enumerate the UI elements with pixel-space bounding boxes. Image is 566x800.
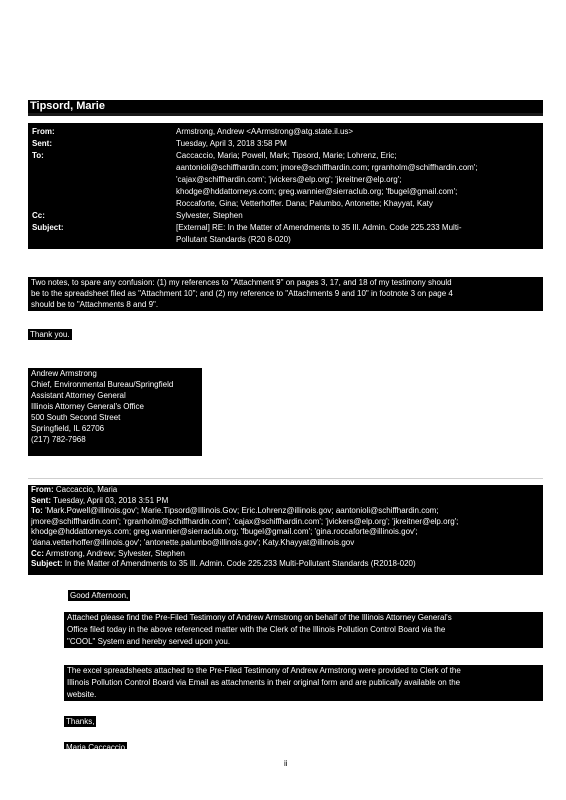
to-line: jmore@schiffhardin.com'; 'rgranholm@schiffhardin.com'; 'cajax@schiffhardin.com'; 'jvickers@elp.org'; 'jkreitner@elp.org';: [31, 516, 459, 526]
to-line: Roccaforte, Gina; Vetterhoffer. Dana; Palumbo, Antonette; Khayyat, Katy: [176, 199, 433, 208]
from-label: From:: [32, 127, 55, 136]
from-label: From:: [31, 485, 54, 494]
subject-line: [External] RE: In the Matter of Amendments to 35 Ill. Admin. Code 225.233 Multi-: [176, 223, 462, 232]
subject-value: In the Matter of Amendments to 35 Ill. Admin. Code 225.233 Multi-Pollutant Standards (R2018-020): [64, 559, 416, 569]
signature-title: Chief, Environmental Bureau/Springfield: [31, 380, 174, 389]
cc-label: Cc:: [32, 211, 45, 220]
email2-signoff: Maria Caccaccio: [66, 743, 126, 749]
cc-row: [31, 549, 540, 560]
sent-row: [31, 496, 540, 507]
email1-body: [28, 277, 543, 311]
body-line: should be to "Attachments 8 and 9".: [31, 300, 159, 309]
subject-row: [32, 222, 64, 234]
to-row: [32, 150, 44, 162]
subject-label: Subject:: [32, 223, 64, 232]
signature-name: Andrew Armstrong: [31, 369, 97, 378]
to-label: To:: [32, 151, 44, 160]
to-label: To:: [31, 506, 43, 516]
body-line: The excel spreadsheets attached to the Pre-Filed Testimony of Andrew Armstrong were provided to Clerk of the: [67, 666, 461, 675]
from-row: [32, 126, 55, 138]
to-line: khodge@hddattorneys.com; greg.wannier@sierraclub.org; 'fbugel@gmail.com';: [176, 187, 458, 196]
email2-header-block: [28, 485, 543, 575]
from-row: [31, 485, 540, 496]
email1-header-block: [28, 123, 543, 249]
sent-value: Tuesday, April 03, 2018 3:51 PM: [53, 495, 169, 505]
body-line: Two notes, to spare any confusion: (1) my references to "Attachment 9" on pages 3, 17, and 18 of my testimony should: [31, 278, 452, 287]
to-line: aantonioli@schiffhardin.com; jmore@schiffhardin.com; rgranholm@schiffhardin.com';: [176, 163, 478, 172]
body-line: website.: [67, 690, 97, 699]
to-line: 'Mark.Powell@illinois.gov'; Marie.Tipsord@Illinois.Gov; Eric.Lohrenz@illinois.gov; aantonioli@schiffhardin.com;: [45, 506, 439, 516]
sent-label: Sent:: [31, 495, 51, 505]
header-divider: [28, 113, 543, 116]
cc-row: [32, 210, 45, 222]
body-line: be to the spreadsheet filed as "Attachment 10"; and (2) my reference to "Attachments 9 and 10" in footnote 3 on page 4: [31, 289, 453, 298]
email2-greeting: Good Afternoon,: [70, 591, 129, 600]
message-divider: [28, 478, 543, 479]
sent-row: [32, 138, 52, 150]
to-line: 'cajax@schiffhardin.com'; 'jvickers@elp.org'; 'jkreitner@elp.org';: [176, 175, 402, 184]
to-line: khodge@hddattorneys.com; greg.wannier@sierraclub.org; 'fbugel@gmail.com'; 'gina.roccaforte@illinois.gov';: [31, 527, 418, 537]
to-row: [31, 506, 540, 517]
signature-title: Assistant Attorney General: [31, 391, 126, 400]
body-line: "COOL" System and hereby served upon you.: [67, 637, 231, 646]
body-line: Office filed today in the above referenced matter with the Clerk of the Illinois Pollution Control Board via the: [67, 625, 446, 634]
sent-label: Sent:: [32, 139, 52, 148]
subject-line: Pollutant Standards (R20 8-020): [176, 235, 291, 244]
from-value: Armstrong, Andrew <AArmstrong@atg.state.il.us>: [176, 127, 354, 136]
sent-value: Tuesday, April 3, 2018 3:58 PM: [176, 139, 287, 148]
from-value: Caccaccio, Maria: [55, 485, 118, 494]
cc-value: Sylvester, Stephen: [176, 211, 243, 220]
cc-value: Armstrong, Andrew; Sylvester, Stephen: [45, 548, 185, 558]
body-line: Illinois Pollution Control Board via Email as attachments in their original form and are publically available on the: [67, 678, 461, 687]
signature-phone: (217) 782-7968: [31, 435, 86, 444]
body-line: Attached please find the Pre-Filed Testimony of Andrew Armstrong on behalf of the Illinois Attorney General's: [67, 613, 452, 622]
subject-label: Subject:: [31, 559, 63, 569]
signature-address: Springfield, IL 62706: [31, 424, 105, 433]
email2-paragraph-2: [64, 665, 543, 701]
to-line: 'dana.vetterhoffer@illinois.gov'; 'antonette.palumbo@illinois.gov'; Katy.Khayyat@illinois.gov: [31, 537, 355, 547]
signature-address: 500 South Second Street: [31, 413, 121, 422]
signature-block: [28, 368, 202, 456]
signature-office: Illinois Attorney General's Office: [31, 402, 144, 411]
to-line: Caccaccio, Maria; Powell, Mark; Tipsord, Marie; Lohrenz, Eric;: [176, 151, 397, 160]
email2-thanks: Thanks,: [66, 717, 95, 726]
sender-name: Tipsord, Marie: [28, 100, 543, 113]
subject-row: [31, 559, 540, 570]
page-number: ii: [284, 759, 288, 768]
email1-thanks: Thank you.: [30, 330, 70, 339]
cc-label: Cc:: [31, 548, 44, 558]
email2-paragraph-1: [64, 612, 543, 648]
